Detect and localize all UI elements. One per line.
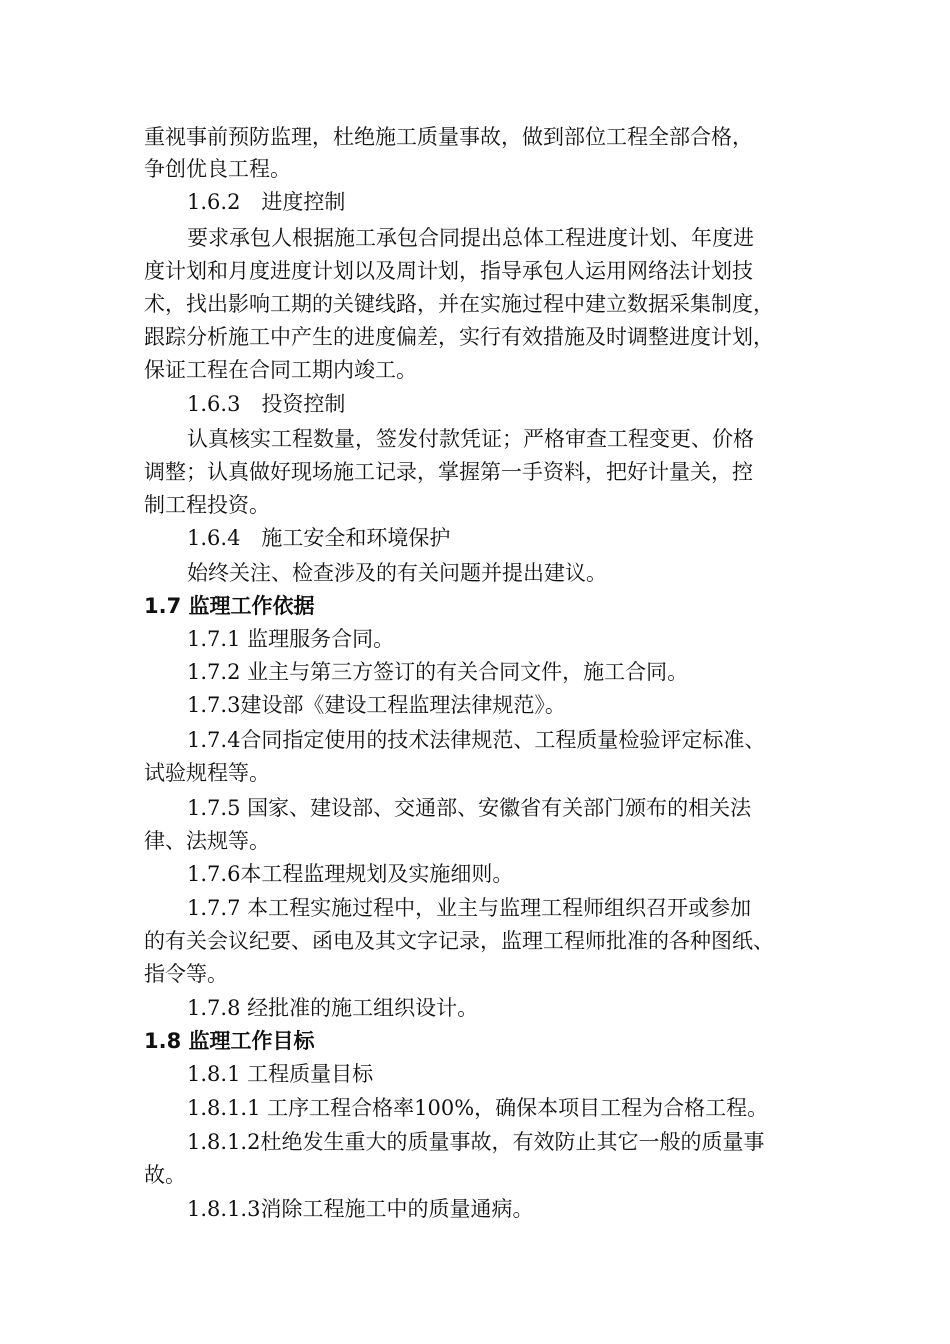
text-line: 跟踪分析施工中产生的进度偏差，实行有效措施及时调整进度计划， [144,325,774,349]
text-line: 制工程投资。 [144,493,270,517]
subheading-line: 1.6.4 施工安全和环境保护 [187,526,451,550]
text-line: 1.7.5 国家、建设部、交通部、安徽省有关部门颁布的相关法 [187,796,752,820]
text-line: 指令等。 [144,962,228,986]
text-line: 1.7.1 监理服务合同。 [187,627,395,651]
section-heading: 1.7 监理工作依据 [144,594,315,618]
text-line: 争创优良工程。 [144,157,291,181]
text-line: 律、法规等。 [144,829,270,853]
text-line: 1.8.1 工程质量目标 [187,1062,374,1086]
text-line: 1.8.1.1 工序工程合格率100%，确保本项目工程为合格工程。 [187,1096,769,1120]
section-heading: 1.8 监理工作目标 [144,1029,315,1053]
text-line: 重视事前预防监理，杜绝施工质量事故，做到部位工程全部合格， [144,125,753,149]
text-line: 1.7.4合同指定使用的技术法律规范、工程质量检验评定标准、 [187,728,766,752]
text-line: 的有关会议纪要、函电及其文字记录，监理工程师批准的各种图纸、 [144,929,774,953]
text-line: 1.7.3建设部《建设工程监理法律规范》。 [187,693,566,717]
text-line: 始终关注、检查涉及的有关问题并提出建议。 [187,561,607,585]
text-line: 故。 [144,1163,186,1187]
text-line: 1.8.1.2杜绝发生重大的质量事故，有效防止其它一般的质量事 [187,1130,765,1154]
subheading-line: 1.6.3 投资控制 [187,392,346,416]
text-line: 要求承包人根据施工承包合同提出总体工程进度计划、年度进 [187,226,754,250]
text-line: 1.7.6本工程监理规划及实施细则。 [187,862,514,886]
text-line: 术，找出影响工期的关键线路，并在实施过程中建立数据采集制度， [144,292,774,316]
text-line: 认真核实工程数量，签发付款凭证；严格审查工程变更、价格 [187,427,754,451]
text-line: 1.8.1.3消除工程施工中的质量通病。 [187,1197,534,1221]
subheading-line: 1.6.2 进度控制 [187,190,346,214]
text-line: 调整；认真做好现场施工记录，掌握第一手资料，把好计量关，控 [144,460,753,484]
text-line: 度计划和月度进度计划以及周计划，指导承包人运用网络法计划技 [144,259,753,283]
text-line: 1.7.2 业主与第三方签订的有关合同文件，施工合同。 [187,660,689,684]
text-line: 1.7.7 本工程实施过程中，业主与监理工程师组织召开或参加 [187,896,752,920]
text-line: 保证工程在合同工期内竣工。 [144,358,417,382]
text-line: 1.7.8 经批准的施工组织设计。 [187,996,479,1020]
text-line: 试验规程等。 [144,761,270,785]
